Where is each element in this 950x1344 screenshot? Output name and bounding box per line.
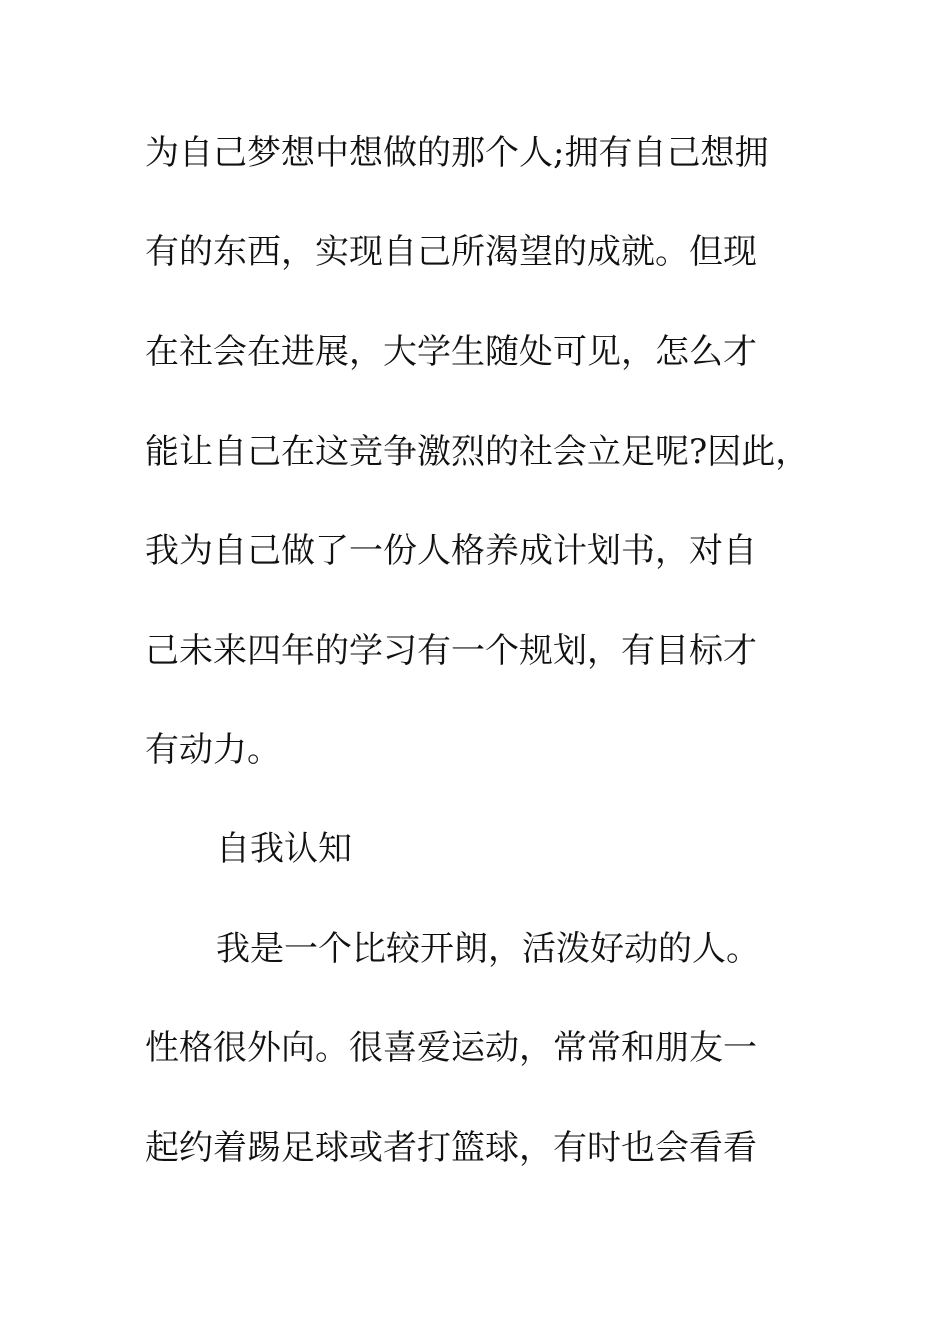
body-text-line: 起约着踢足球或者打篮球，有时也会看看 bbox=[145, 1128, 757, 1168]
body-text-line: 有动力。 bbox=[145, 730, 281, 770]
body-text-line: 为自己梦想中想做的那个人;拥有自己想拥 bbox=[145, 133, 769, 173]
body-text-line: 在社会在进展，大学生随处可见，怎么才 bbox=[145, 332, 757, 372]
body-text-line: 有的东西，实现自己所渴望的成就。但现 bbox=[145, 232, 757, 272]
body-text-line: 能让自己在这竞争激烈的社会立足呢?因此， bbox=[145, 432, 810, 472]
body-text-line: 我是一个比较开朗，活泼好动的人。 bbox=[216, 929, 760, 969]
body-text-line: 性格很外向。很喜爱运动，常常和朋友一 bbox=[145, 1028, 757, 1068]
body-text-line: 己未来四年的学习有一个规划，有目标才 bbox=[145, 631, 757, 671]
body-text-line: 我为自己做了一份人格养成计划书，对自 bbox=[145, 531, 757, 571]
section-heading: 自我认知 bbox=[216, 829, 352, 869]
